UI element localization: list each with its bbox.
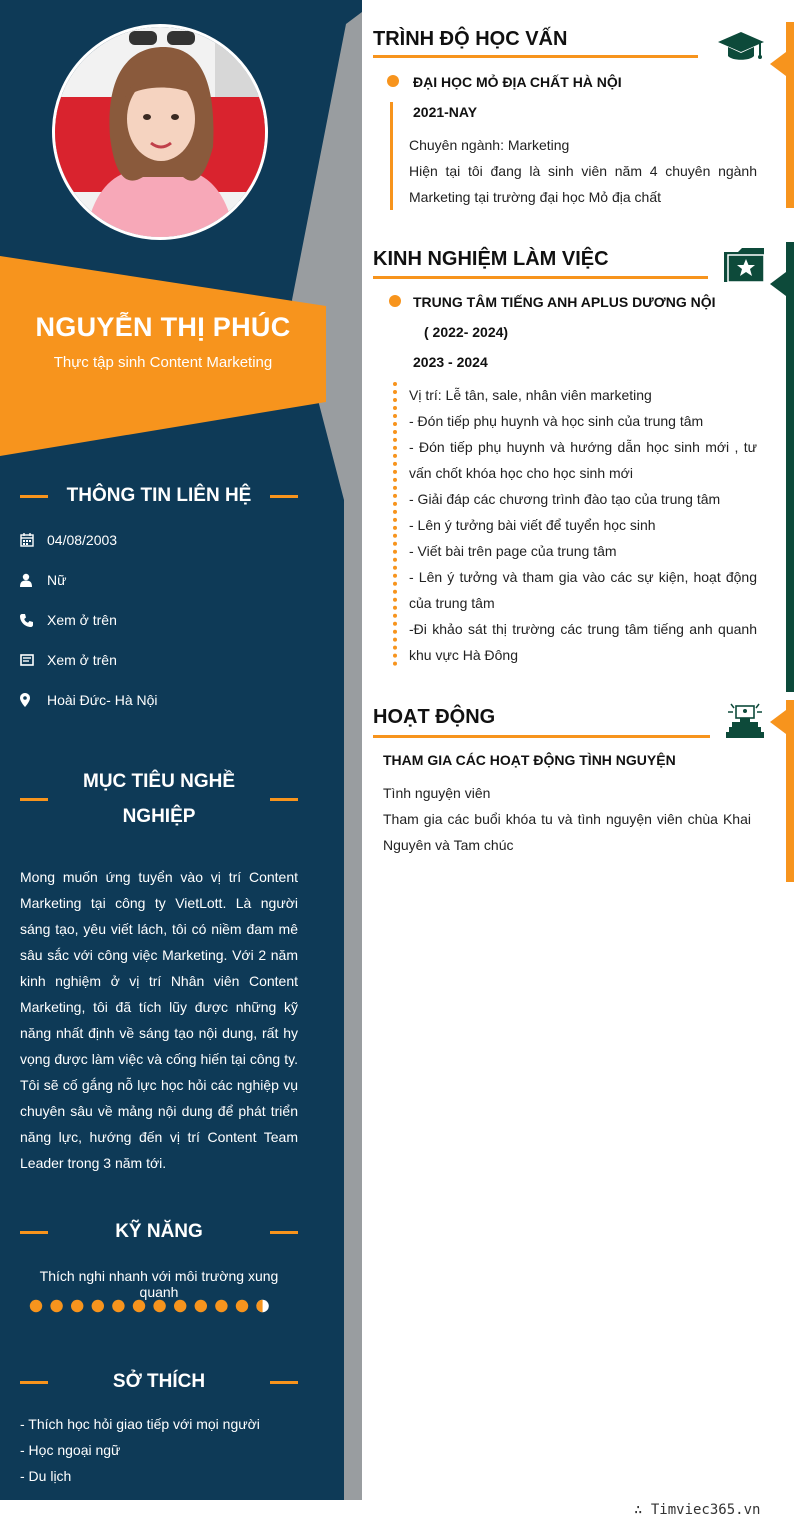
section-side-arrow (770, 272, 786, 296)
contact-address (20, 690, 158, 710)
experience-heading: KINH NGHIỆM LÀM VIỆC (373, 248, 609, 270)
person-icon (20, 573, 47, 587)
address-value: Hoài Đức- Hà Nội (47, 692, 158, 708)
objective-heading (20, 764, 298, 834)
birthday-value: 04/08/2003 (47, 532, 118, 548)
company-period: ( 2022- 2024) (424, 324, 509, 340)
section-side-bar (786, 22, 794, 208)
education-heading: TRÌNH ĐỘ HỌC VẤN (373, 28, 568, 50)
objective-heading-line2: NGHIỆP (122, 806, 196, 827)
heading-dash (20, 1381, 48, 1384)
activities-heading: HOẠT ĐỘNG (373, 706, 496, 728)
hobbies-heading (20, 1370, 298, 1394)
heading-dash (270, 1231, 298, 1234)
heading-dash (270, 1381, 298, 1384)
heading-underline (373, 276, 708, 279)
experience-line: - Đón tiếp phụ huynh và hướng dẫn học sinh mới , tư vấn chốt khóa học cho học sinh mới (409, 439, 757, 481)
section-side-bar (786, 242, 794, 692)
heading-dash (20, 1231, 48, 1234)
skill-dot (30, 1300, 42, 1312)
skill-dot (195, 1300, 207, 1312)
hobby-item: - Học ngoại ngữ (20, 1442, 121, 1458)
experience-line: - Đón tiếp phụ huynh và học sinh của trung tâm (409, 413, 704, 429)
graduation-cap-icon (718, 30, 764, 69)
skill-rating (29, 1299, 279, 1313)
experience-line: - Lên ý tưởng và tham gia vào các sự kiện, hoạt động của trung tâm (409, 569, 757, 611)
objective-text: Mong muốn ứng tuyển vào vị trí Content Marketing tại công ty VietLott. Là người sáng tạo, yêu viết lách, tôi có niềm đam mê sâu sắc với công việc Marketing. Với 2 năm kinh nghiệm ở vị trí Nhân viên Content Marketing, tôi đã tích lũy được những kỹ năng nhất định về sáng tạo nội dung, rất hy vọng được làm việc và cống hiến tại công ty. Tôi sẽ cố gắng nỗ lực học hỏi các nghiệp vụ chuyên sâu về mảng nội dung để phát triển năng lực, hướng đến vị trí Content Team Leader trong 3 năm tới. (20, 869, 298, 1171)
heading-dash (20, 798, 48, 801)
skill-dot (174, 1300, 186, 1312)
education-period: 2021-NAY (413, 104, 478, 120)
experience-line: -Đi khảo sát thị trường các trung tâm tiếng anh quanh khu vực Hà Đông (409, 621, 757, 663)
section-side-bar (786, 700, 794, 882)
activity-role: Tình nguyện viên (383, 785, 491, 801)
activity-title: THAM GIA CÁC HOẠT ĐỘNG TÌNH NGUYỆN (383, 752, 676, 768)
experience-line: - Giải đáp các chương trình đào tạo của trung tâm (409, 491, 721, 507)
candidate-role: Thực tập sinh Content Marketing (53, 354, 273, 371)
education-major: Chuyên ngành: Marketing (409, 137, 570, 153)
folder-star-icon (724, 248, 764, 287)
activity-description: Tham gia các buổi khóa tu và tình nguyện viên chùa Khai Nguyên và Tam chúc (383, 811, 751, 853)
timeline-dotted-line (393, 382, 397, 666)
location-icon (20, 693, 47, 707)
company-name: TRUNG TÂM TIẾNG ANH APLUS DƯƠNG NỘI (413, 294, 716, 310)
heading-dash (270, 495, 298, 498)
gender-value: Nữ (47, 572, 67, 588)
skill-dot (133, 1300, 145, 1312)
skill-dot (215, 1300, 227, 1312)
timeline-dot (389, 295, 401, 307)
objective-heading-line1: MỤC TIÊU NGHỀ (83, 771, 235, 792)
contact-gender (20, 570, 66, 590)
experience-line: - Lên ý tưởng bài viết để tuyển học sinh (409, 517, 656, 533)
contact-email (20, 650, 117, 670)
skill-dot (50, 1300, 62, 1312)
profile-photo (52, 24, 268, 240)
hobbies-heading-text: SỞ THÍCH (112, 1371, 206, 1392)
skill-dot-partial (256, 1300, 262, 1312)
email-icon (20, 654, 47, 666)
watermark: ∴ Timviec365.vn (634, 1502, 761, 1518)
email-value: Xem ở trên (47, 652, 117, 668)
podium-icon (726, 702, 764, 745)
contact-phone (20, 610, 117, 630)
skill-dot (236, 1300, 248, 1312)
heading-dash (20, 495, 48, 498)
skill-name: Thích nghi nhanh với môi trường xung quanh (39, 1268, 279, 1300)
phone-value: Xem ở trên (47, 612, 117, 628)
phone-icon (20, 614, 47, 627)
heading-underline (373, 735, 710, 738)
section-side-arrow (770, 52, 786, 76)
contact-heading-text: THÔNG TIN LIÊN HỆ (66, 485, 252, 506)
experience-line: - Viết bài trên page của trung tâm (409, 543, 617, 559)
experience-period: 2023 - 2024 (413, 354, 488, 370)
heading-underline (373, 55, 698, 58)
contact-heading (20, 484, 298, 508)
skill-dot (71, 1300, 83, 1312)
candidate-name: NGUYỄN THỊ PHÚC (35, 312, 291, 342)
hobby-item: - Du lịch (20, 1468, 72, 1484)
timeline-line (390, 102, 393, 210)
school-name: ĐẠI HỌC MỎ ĐỊA CHẤT HÀ NỘI (413, 74, 622, 90)
section-side-arrow (770, 710, 786, 734)
heading-dash (270, 798, 298, 801)
hobby-item: - Thích học hỏi giao tiếp với mọi người (20, 1416, 260, 1432)
education-description: Hiện tại tôi đang là sinh viên năm 4 chuyên ngành Marketing tại trường đại học Mỏ địa chất (409, 163, 757, 205)
calendar-icon (20, 533, 47, 547)
contact-birthday (20, 530, 117, 550)
skill-dot (92, 1300, 104, 1312)
skills-heading (20, 1220, 298, 1244)
experience-line: Vị trí: Lễ tân, sale, nhân viên marketing (409, 387, 652, 403)
timeline-dot (387, 75, 399, 87)
skill-dot (153, 1300, 165, 1312)
skill-dot (112, 1300, 124, 1312)
skills-heading-text: KỸ NĂNG (115, 1221, 203, 1242)
